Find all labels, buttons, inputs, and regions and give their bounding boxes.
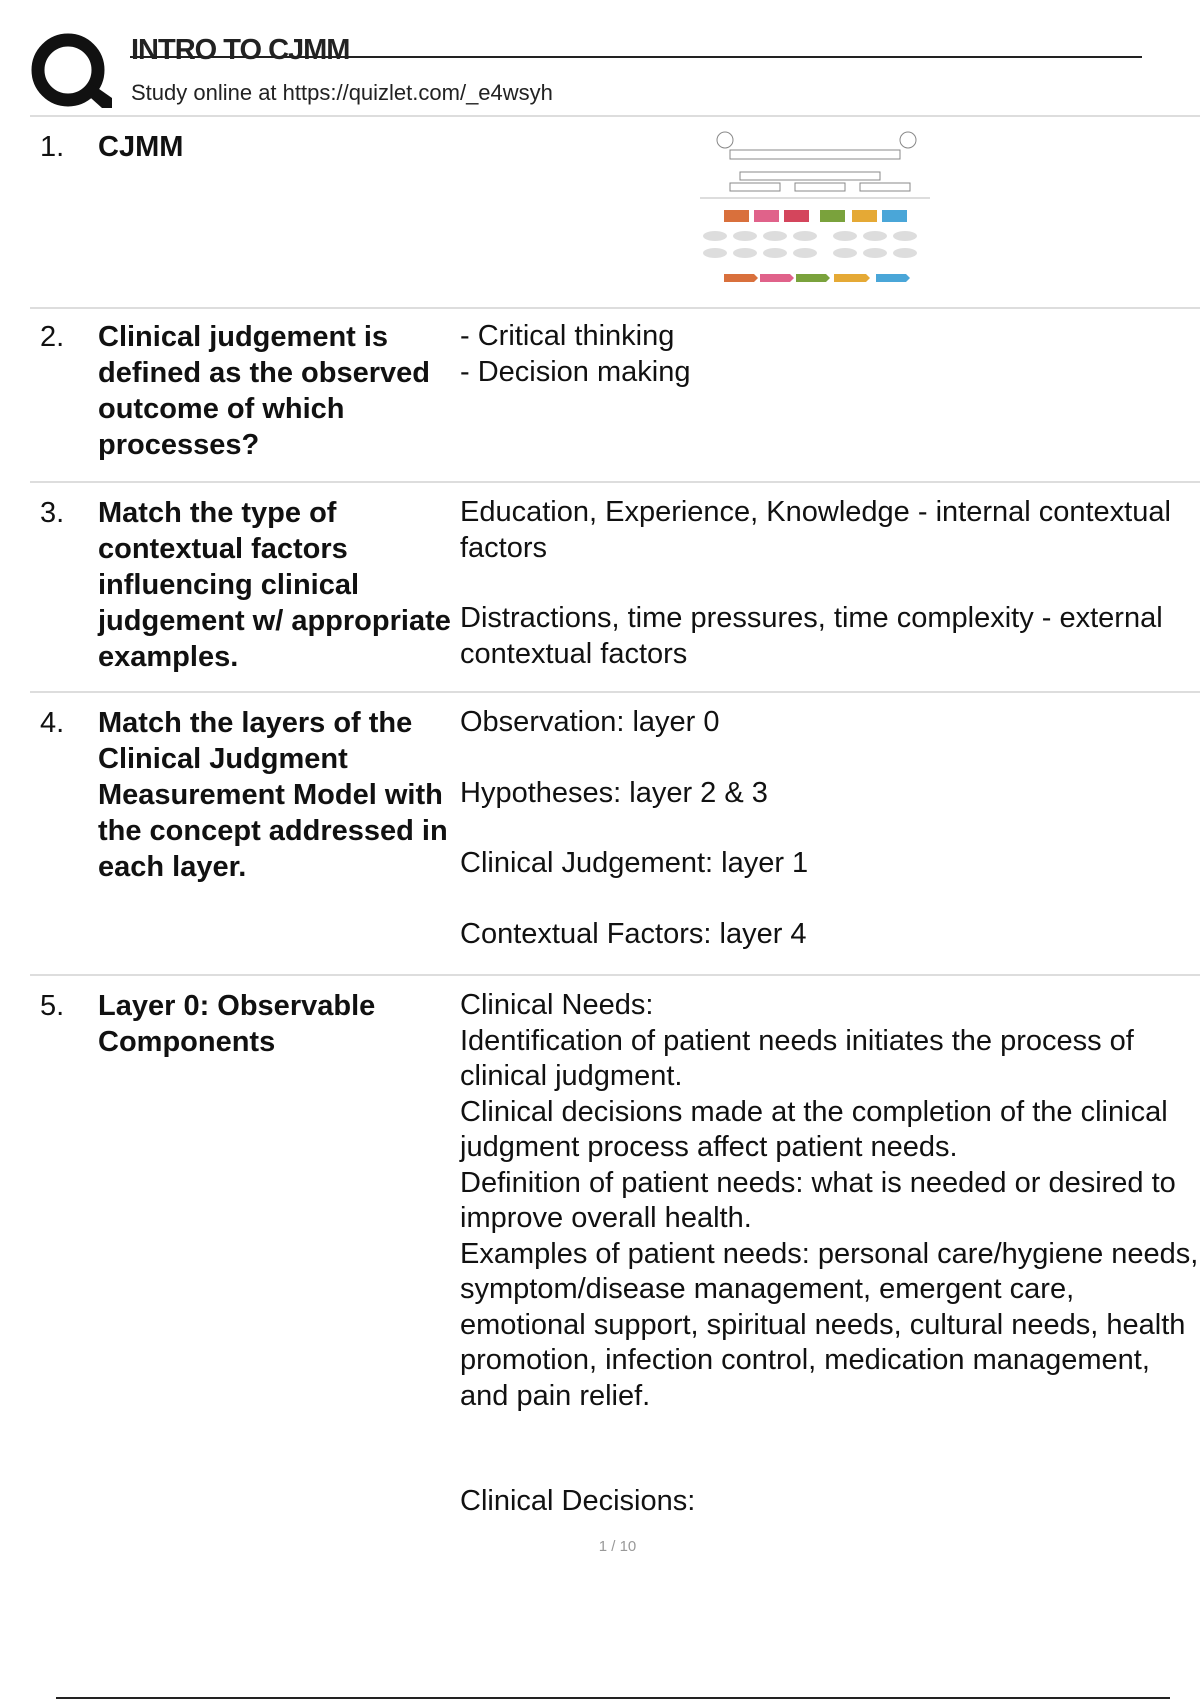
card-definition bbox=[460, 988, 1200, 1520]
definition-line: Distractions, time pressures, time complexity - external contextual factors bbox=[460, 602, 1163, 670]
definition-line: - Decision making bbox=[460, 355, 691, 388]
study-online-link[interactable]: Study online at https://quizlet.com/_e4wsyh bbox=[131, 80, 553, 105]
definition-line: - Critical thinking bbox=[460, 320, 675, 352]
spacer bbox=[460, 882, 1200, 917]
cjmm-diagram-image bbox=[700, 128, 930, 290]
card-term: Clinical judgement is defined as the observed outcome of which processes? bbox=[98, 321, 430, 461]
flashcard-1 bbox=[30, 117, 1200, 307]
definition-line: Clinical decisions made at the completion of the clinical judgment process affect patient needs. bbox=[460, 1095, 1168, 1163]
definition-line: Definition of patient needs: what is needed or desired to improve overall health. bbox=[460, 1166, 1176, 1234]
card-term: Layer 0: Observable Components bbox=[98, 990, 376, 1058]
definition-line: Education, Experience, Knowledge - internal contextual factors bbox=[460, 496, 1171, 564]
page-number: 1 / 10 bbox=[598, 1538, 637, 1555]
definition-line: Contextual Factors: layer 4 bbox=[460, 917, 807, 950]
card-definition bbox=[460, 495, 1200, 672]
flashcard-2 bbox=[30, 307, 1200, 483]
definition-line: Hypotheses: layer 2 & 3 bbox=[460, 776, 768, 809]
card-number: 4. bbox=[40, 707, 65, 739]
card-term: Match the type of contextual factors influencing clinical judgement w/ appropriate examples. bbox=[98, 497, 451, 673]
definition-line: Observation: layer 0 bbox=[460, 706, 720, 738]
spacer bbox=[460, 566, 1200, 601]
quizlet-logo-icon bbox=[30, 32, 112, 114]
definition-line: Clinical Judgement: layer 1 bbox=[460, 847, 809, 879]
spacer bbox=[460, 741, 1200, 776]
definition-line: Identification of patient needs initiates the process of clinical judgment. bbox=[460, 1024, 1134, 1092]
definition-line: Examples of patient needs: personal care/hygiene needs, symptom/disease management, emergent care, emotional support, spiritual needs, cultural needs, health promotion, infection control, medication management, and pain relief. bbox=[460, 1237, 1199, 1412]
card-term: CJMM bbox=[98, 131, 184, 163]
footer-divider bbox=[56, 1697, 1170, 1699]
card-number: 2. bbox=[40, 321, 65, 353]
flashcard-4 bbox=[30, 691, 1200, 976]
definition-line: Clinical Needs: bbox=[460, 989, 654, 1021]
card-definition bbox=[460, 705, 1200, 952]
flashcard-3 bbox=[30, 481, 1200, 693]
card-definition bbox=[460, 319, 1200, 390]
spacer bbox=[460, 1414, 1200, 1484]
flashcard-5 bbox=[30, 974, 1200, 1536]
card-term: Match the layers of the Clinical Judgment Measurement Model with the concept addressed in each layer. bbox=[98, 707, 448, 883]
page-title: INTRO TO CJMM bbox=[131, 34, 350, 66]
card-number: 3. bbox=[40, 497, 65, 529]
card-number: 1. bbox=[40, 131, 65, 163]
card-number: 5. bbox=[40, 990, 65, 1022]
definition-line: Clinical Decisions: bbox=[460, 1485, 696, 1517]
spacer bbox=[460, 811, 1200, 846]
